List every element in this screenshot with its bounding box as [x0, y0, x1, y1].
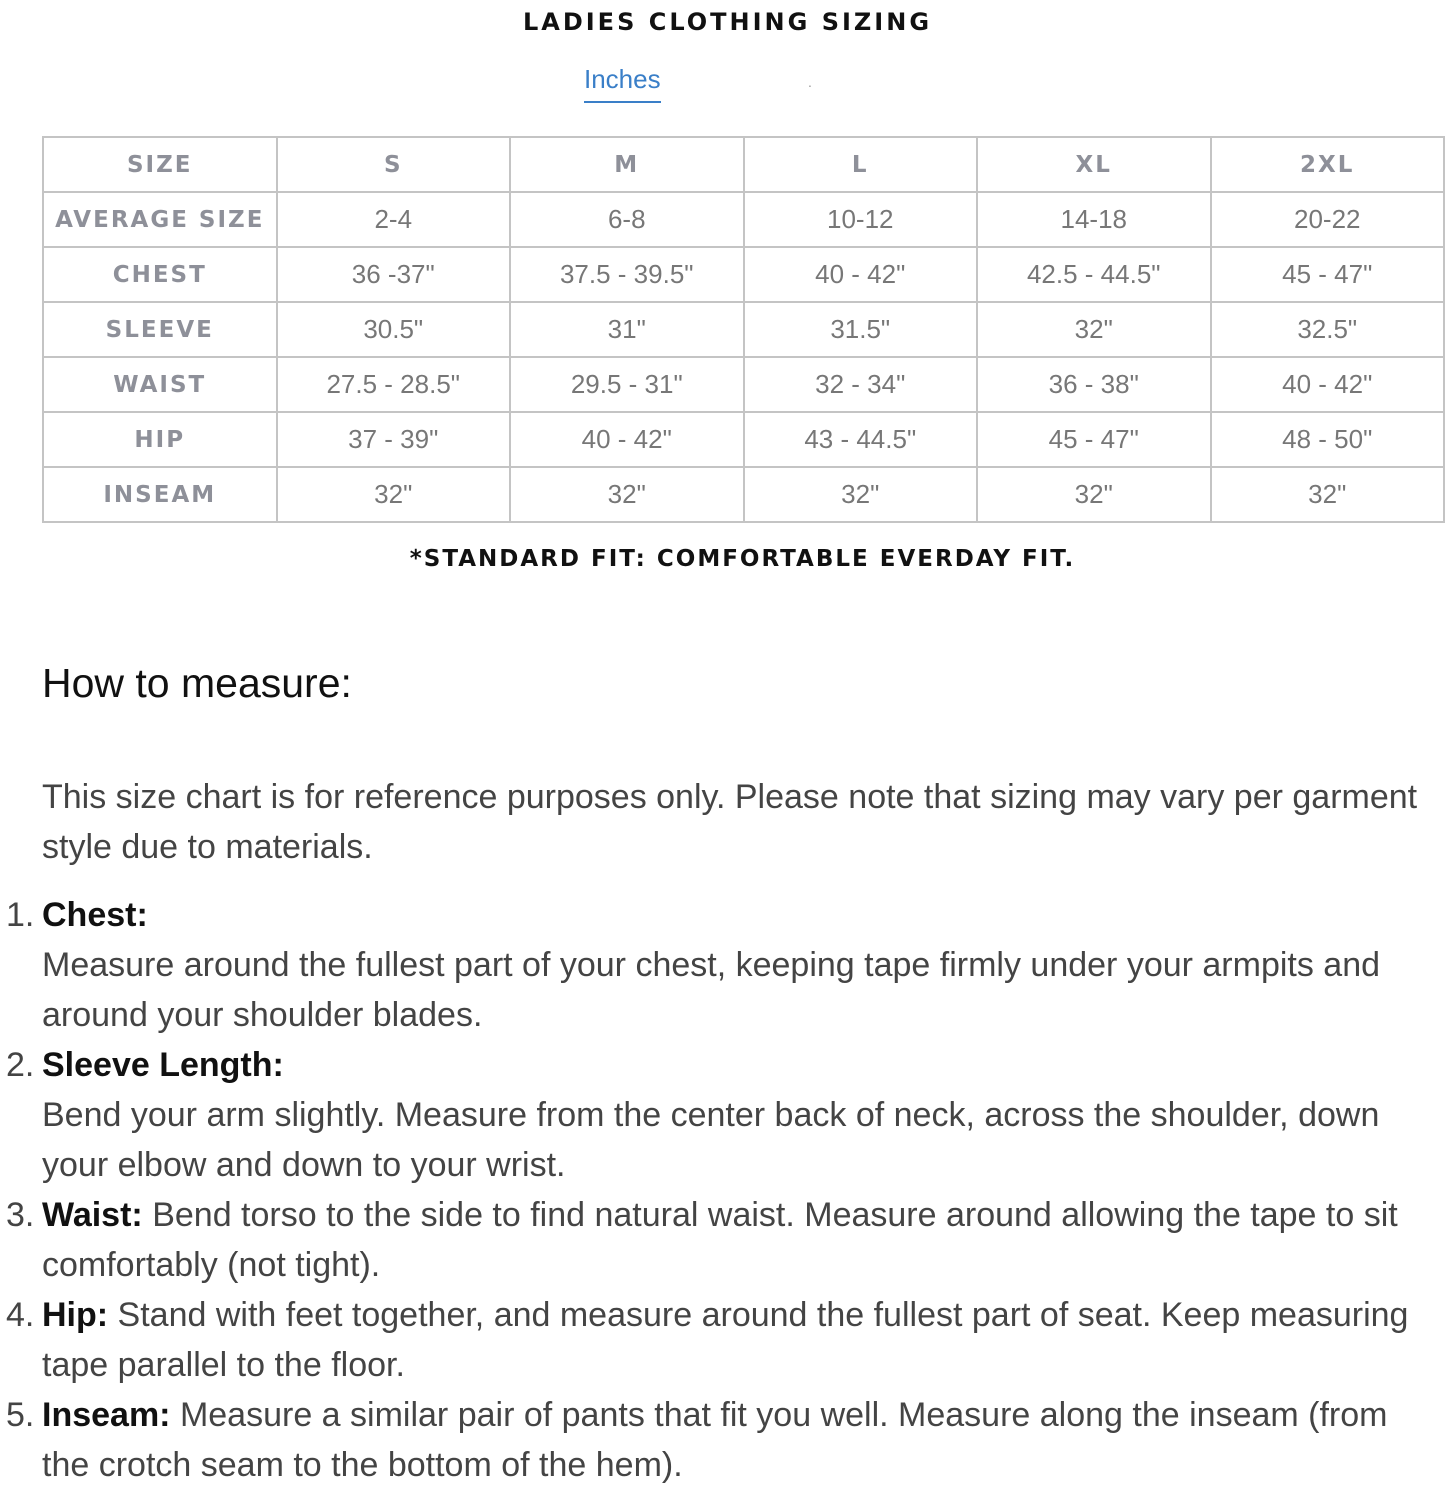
tab-inches[interactable]: Inches [584, 64, 661, 103]
table-cell: 2-4 [277, 192, 511, 247]
table-cell: 31.5" [744, 302, 978, 357]
table-cell: 40 - 42" [1211, 357, 1445, 412]
list-item [0, 1390, 1440, 1490]
table-cell: 32" [744, 467, 978, 522]
table-cell: 40 - 42" [744, 247, 978, 302]
step-number: 3. [6, 1196, 35, 1234]
table-cell: 29.5 - 31" [510, 357, 744, 412]
step-label: Hip: [42, 1296, 109, 1334]
table-cell: 27.5 - 28.5" [277, 357, 511, 412]
table-row [43, 357, 1444, 412]
step-label: Inseam: [42, 1396, 171, 1434]
header-cell: SIZE [43, 137, 277, 192]
step-label: Waist: [42, 1196, 143, 1234]
header-cell: 2XL [1211, 137, 1445, 192]
table-cell: 48 - 50" [1211, 412, 1445, 467]
table-cell: 32" [977, 302, 1211, 357]
step-text: Bend torso to the side to find natural waist. Measure around allowing the tape to sit comfortably (not tight). [42, 1196, 1398, 1284]
table-row [43, 192, 1444, 247]
tab-separator-dot: . [808, 74, 812, 90]
list-item [0, 890, 1440, 1040]
table-row [43, 412, 1444, 467]
step-text: Stand with feet together, and measure around the fullest part of seat. Keep measuring tape parallel to the floor. [42, 1296, 1409, 1384]
table-row [43, 247, 1444, 302]
step-text: Measure a similar pair of pants that fit you well. Measure along the inseam (from the crotch seam to the bottom of the hem). [42, 1396, 1388, 1484]
header-cell: L [744, 137, 978, 192]
step-text: Measure around the fullest part of your chest, keeping tape firmly under your armpits and around your shoulder blades. [42, 946, 1381, 1034]
row-label: AVERAGE SIZE [43, 192, 277, 247]
table-cell: 14-18 [977, 192, 1211, 247]
unit-tabs [584, 64, 661, 103]
row-label: WAIST [43, 357, 277, 412]
list-item [0, 1190, 1440, 1290]
table-cell: 31" [510, 302, 744, 357]
list-item [0, 1040, 1440, 1190]
table-cell: 42.5 - 44.5" [977, 247, 1211, 302]
table-cell: 32" [510, 467, 744, 522]
table-cell: 32" [977, 467, 1211, 522]
row-label: HIP [43, 412, 277, 467]
step-number: 2. [6, 1046, 35, 1084]
table-cell: 20-22 [1211, 192, 1445, 247]
table-cell: 32.5" [1211, 302, 1445, 357]
fit-footnote: *STANDARD FIT: COMFORTABLE EVERDAY FIT. [409, 546, 1076, 572]
table-cell: 32 - 34" [744, 357, 978, 412]
table-row [43, 467, 1444, 522]
row-label: CHEST [43, 247, 277, 302]
table-cell: 6-8 [510, 192, 744, 247]
table-cell: 37 - 39" [277, 412, 511, 467]
table-cell: 32" [277, 467, 511, 522]
step-text: Bend your arm slightly. Measure from the center back of neck, across the shoulder, down your elbow and down to your wrist. [42, 1096, 1380, 1184]
step-number: 4. [6, 1296, 35, 1334]
table-row [43, 302, 1444, 357]
table-cell: 36 - 38" [977, 357, 1211, 412]
measure-steps-list [0, 890, 1440, 1490]
header-cell: M [510, 137, 744, 192]
table-header-row [43, 137, 1444, 192]
step-number: 5. [6, 1396, 35, 1434]
size-chart-table [42, 136, 1445, 523]
measure-heading: How to measure: [42, 660, 352, 706]
step-number: 1. [6, 896, 35, 934]
list-item [0, 1290, 1440, 1390]
table-cell: 30.5" [277, 302, 511, 357]
step-label: Chest: [42, 896, 148, 934]
header-cell: XL [977, 137, 1211, 192]
table-cell: 10-12 [744, 192, 978, 247]
table-cell: 45 - 47" [977, 412, 1211, 467]
step-label: Sleeve Length: [42, 1046, 284, 1084]
measure-intro: This size chart is for reference purposes only. Please note that sizing may vary per garment style due to materials. [42, 778, 1418, 866]
header-cell: S [277, 137, 511, 192]
row-label: INSEAM [43, 467, 277, 522]
row-label: SLEEVE [43, 302, 277, 357]
table-cell: 37.5 - 39.5" [510, 247, 744, 302]
table-cell: 45 - 47" [1211, 247, 1445, 302]
table-cell: 40 - 42" [510, 412, 744, 467]
page-title: LADIES CLOTHING SIZING [522, 8, 933, 36]
table-cell: 36 -37" [277, 247, 511, 302]
table-cell: 43 - 44.5" [744, 412, 978, 467]
table-cell: 32" [1211, 467, 1445, 522]
